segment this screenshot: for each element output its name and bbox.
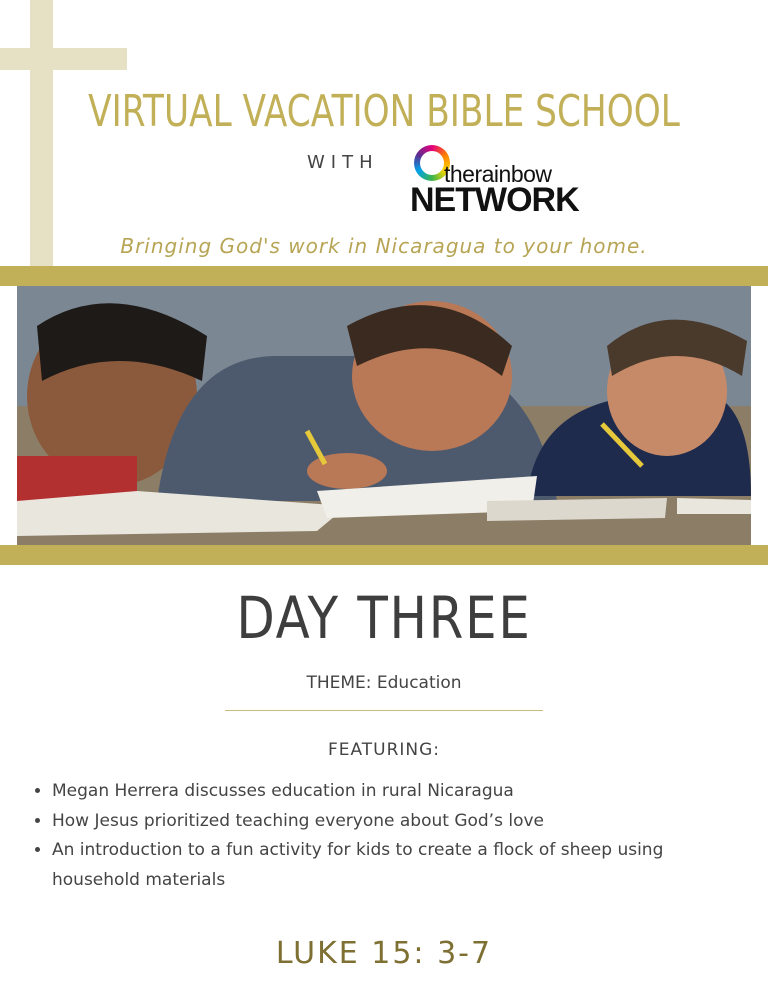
divider (225, 710, 543, 711)
list-item: • How Jesus prioritized teaching everyone about God’s love (52, 807, 752, 837)
featuring-label: FEATURING: (327, 740, 441, 760)
list-item: • Megan Herrera discusses education in rural Nicaragua (52, 777, 752, 807)
children-writing-photo (17, 286, 751, 545)
scripture-reference: LUKE 15: 3-7 (275, 936, 493, 971)
logo-text-bottom: NETWORK (410, 181, 579, 219)
rainbow-network-logo (410, 143, 590, 217)
theme-label: THEME: Education (306, 673, 462, 693)
page-title: VIRTUAL VACATION BIBLE SCHOOL (88, 86, 680, 137)
gold-band-top (0, 266, 768, 286)
featuring-list (24, 777, 752, 895)
logo-text-top: therainbow (444, 161, 552, 187)
tagline: Bringing God's work in Nicaragua to your home. (120, 234, 648, 258)
photo-illustration (17, 286, 751, 545)
with-label: WITH (307, 152, 379, 173)
list-item: • An introduction to a fun activity for kids to create a flock of sheep using household materials (52, 836, 752, 895)
cross-horizontal-bar (0, 48, 127, 70)
gold-band-bottom (0, 545, 768, 565)
day-title: DAY THREE (236, 584, 532, 652)
cross-vertical-bar (30, 0, 53, 266)
